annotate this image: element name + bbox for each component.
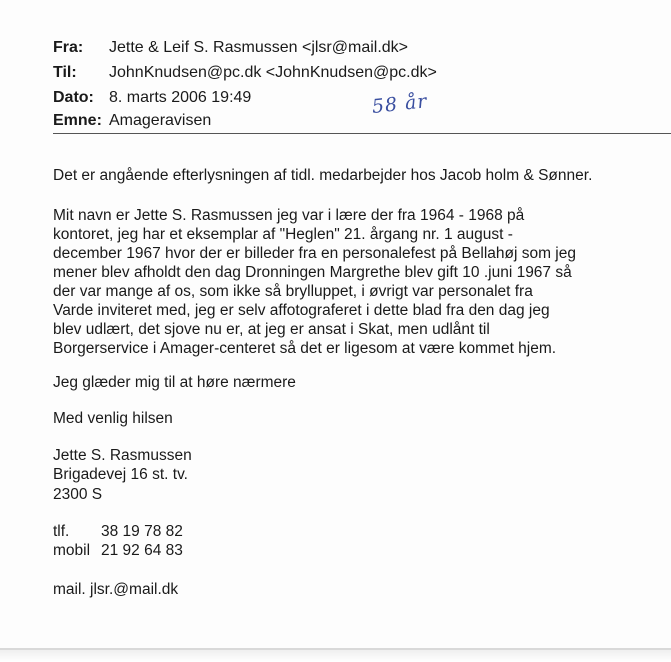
date-label: Dato: (53, 89, 94, 106)
paragraph-line: Varde inviteret med, jeg er selv affotograferet i dette blad fra den dag jeg (53, 302, 550, 319)
header-divider (53, 133, 671, 134)
signature-name: Jette S. Rasmussen (53, 447, 192, 464)
mail-label: mail. (53, 581, 86, 598)
closing-line: Jeg glæder mig til at høre nærmere (53, 374, 296, 391)
paragraph-line: blev udlært, det sjove nu er, at jeg er ansat i Skat, men udlånt til (53, 321, 490, 338)
paragraph-line: december 1967 hvor der er billeder fra en personalefest på Bellahøj som jeg (53, 245, 576, 262)
phone-value: 38 19 78 82 (101, 523, 183, 540)
from-value: Jette & Leif S. Rasmussen <jlsr@mail.dk> (109, 39, 409, 56)
scan-edge-shade (0, 650, 671, 662)
greeting-line: Med venlig hilsen (53, 410, 173, 427)
main-paragraph (53, 206, 668, 358)
from-label: Fra: (53, 39, 84, 56)
to-row (53, 62, 437, 84)
paragraph-line: Mit navn er Jette S. Rasmussen jeg var i lære der fra 1964 - 1968 på (53, 207, 525, 224)
mobile-label: mobil (53, 542, 91, 559)
mail-value: jlsr.@mail.dk (90, 581, 179, 598)
paragraph-line: kontoret, jeg har et eksemplar af "Heglen" 21. årgang nr. 1 august - (53, 226, 513, 243)
mobile-row (53, 541, 183, 560)
signature-city: 2300 S (53, 486, 103, 503)
handwritten-note: 58 år (370, 90, 429, 118)
to-value: JohnKnudsen@pc.dk <JohnKnudsen@pc.dk> (109, 64, 437, 81)
from-row (53, 37, 408, 59)
to-label: Til: (53, 64, 77, 81)
subject-label: Emne: (53, 112, 102, 129)
paragraph-line: Borgerservice i Amager-centeret så det er ligesom at være kommet hjem. (53, 340, 557, 357)
phone-label: tlf. (53, 523, 70, 540)
signature-street: Brigadevej 16 st. tv. (53, 466, 188, 483)
date-value: 8. marts 2006 19:49 (109, 89, 252, 106)
mobile-value: 21 92 64 83 (101, 542, 183, 559)
paragraph-line: der var mange af os, som ikke så brylluppet, i øvrigt var personalet fra (53, 283, 533, 300)
subject-value: Amageravisen (109, 112, 212, 129)
phone-row (53, 522, 183, 541)
intro-line: Det er angående efterlysningen af tidl. medarbejder hos Jacob holm & Sønner. (53, 167, 593, 184)
email-header (0, 0, 671, 150)
subject-row (53, 110, 211, 132)
mail-row (53, 580, 178, 599)
date-row (53, 87, 251, 109)
paragraph-line: mener blev afholdt den dag Dronningen Margrethe blev gift 10 .juni 1967 så (53, 264, 572, 281)
